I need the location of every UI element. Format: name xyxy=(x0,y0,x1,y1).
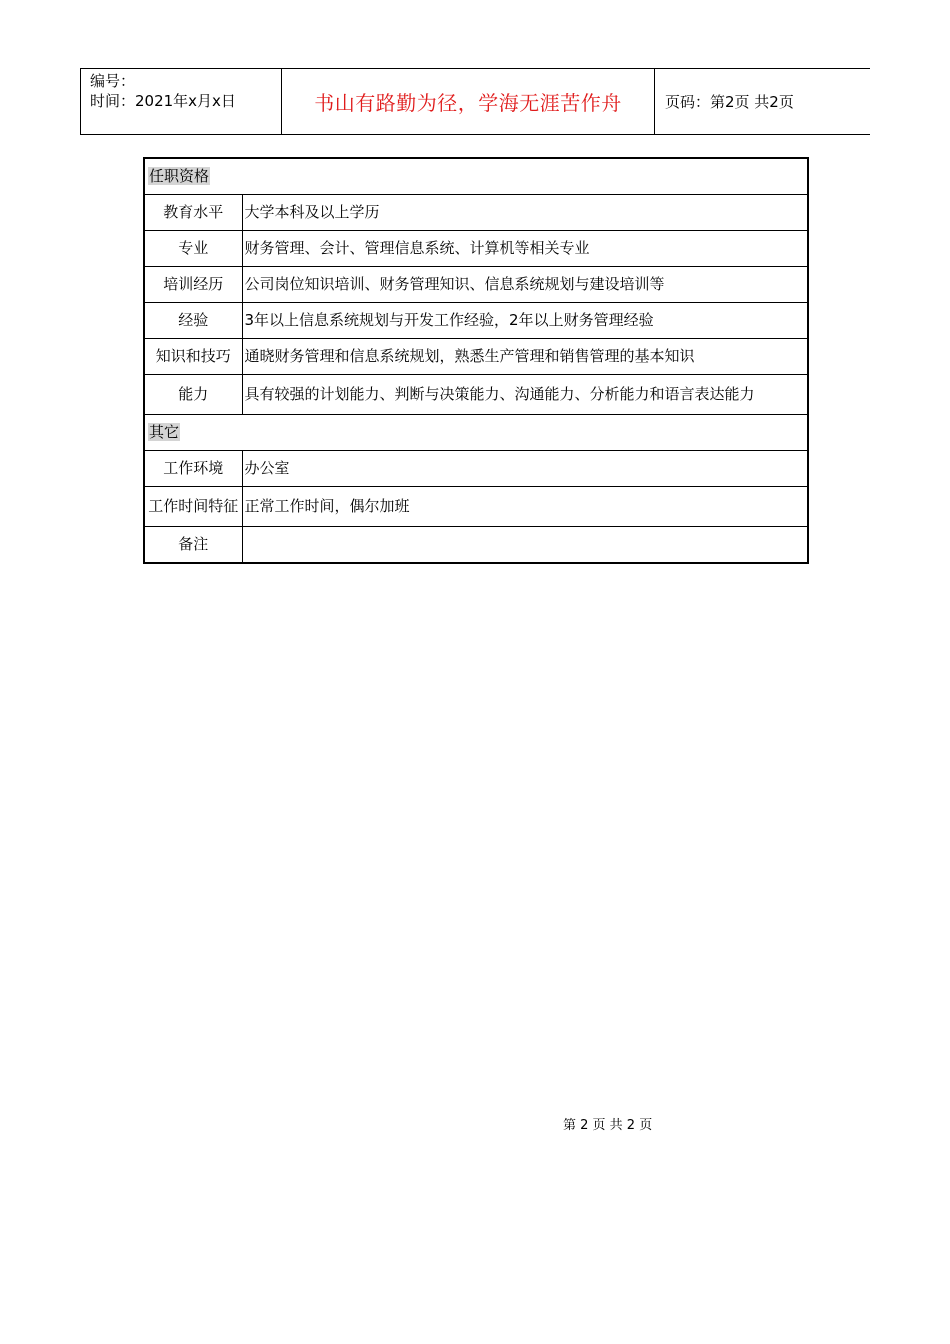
table-row xyxy=(144,451,808,487)
row-label: 教育水平 xyxy=(144,195,242,231)
row-value: 大学本科及以上学历 xyxy=(242,195,808,231)
row-label: 知识和技巧 xyxy=(144,339,242,375)
row-value: 财务管理、会计、管理信息系统、计算机等相关专业 xyxy=(242,231,808,267)
table-row xyxy=(144,375,808,415)
section-title-qualifications: 任职资格 xyxy=(149,167,210,185)
row-label: 经验 xyxy=(144,303,242,339)
table-row xyxy=(144,267,808,303)
table-row xyxy=(144,195,808,231)
document-date: 时间：2021年x月x日 xyxy=(90,92,236,110)
table-row xyxy=(144,339,808,375)
document-number-label: 编号： xyxy=(90,72,136,90)
section-row-qualifications xyxy=(144,158,808,195)
row-value: 公司岗位知识培训、财务管理知识、信息系统规划与建设培训等 xyxy=(242,267,808,303)
row-label: 备注 xyxy=(144,527,242,564)
page-header xyxy=(80,68,870,135)
section-row-other xyxy=(144,415,808,451)
table-row xyxy=(144,231,808,267)
row-value: 正常工作时间，偶尔加班 xyxy=(242,487,808,527)
row-value xyxy=(242,527,808,564)
row-value: 通晓财务管理和信息系统规划，熟悉生产管理和销售管理的基本知识 xyxy=(242,339,808,375)
header-motto: 书山有路勤为径，学海无涯苦作舟 xyxy=(282,69,655,134)
job-qualifications-table xyxy=(143,157,809,564)
row-label: 工作时间特征 xyxy=(144,487,242,527)
page-footer: 第 2 页 共 2 页 xyxy=(563,1118,653,1133)
row-label: 培训经历 xyxy=(144,267,242,303)
row-label: 工作环境 xyxy=(144,451,242,487)
table-row xyxy=(144,487,808,527)
header-page-number: 页码：第2页 共2页 xyxy=(665,93,794,111)
row-value: 具有较强的计划能力、判断与决策能力、沟通能力、分析能力和语言表达能力 xyxy=(242,375,808,415)
header-meta xyxy=(81,69,282,134)
table-row xyxy=(144,527,808,564)
section-title-other: 其它 xyxy=(149,423,180,441)
row-value: 办公室 xyxy=(242,451,808,487)
row-label: 能力 xyxy=(144,375,242,415)
row-label: 专业 xyxy=(144,231,242,267)
table-row xyxy=(144,303,808,339)
row-value: 3年以上信息系统规划与开发工作经验，2年以上财务管理经验 xyxy=(242,303,808,339)
